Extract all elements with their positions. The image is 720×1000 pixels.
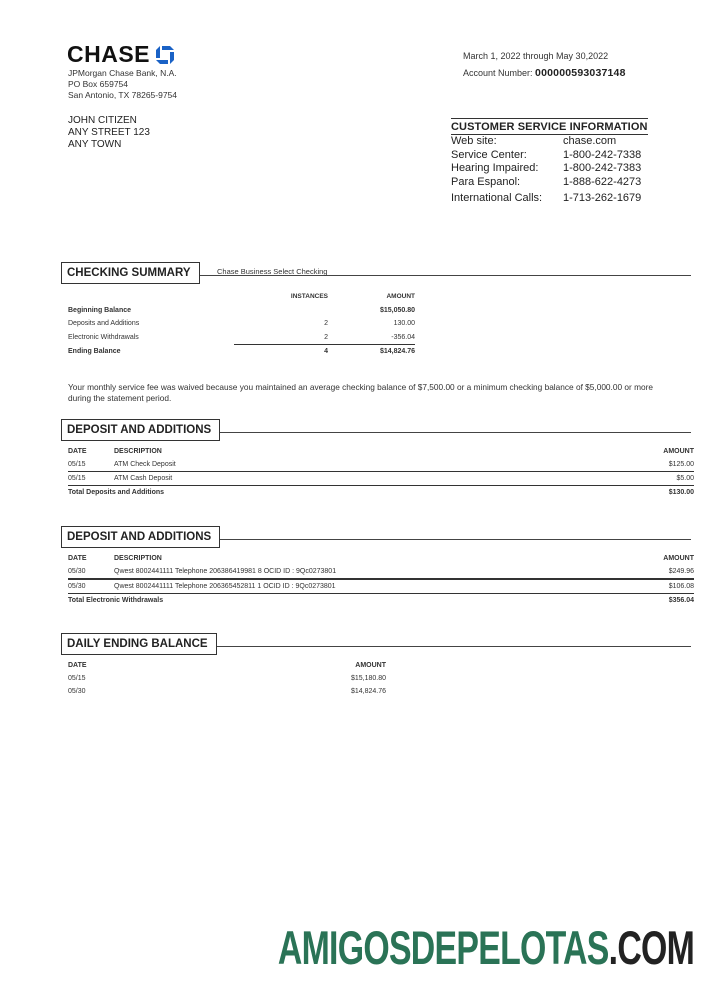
customer-service-info xyxy=(451,118,648,206)
row-label: Beginning Balance xyxy=(68,306,132,314)
row-date: 05/30 xyxy=(68,583,86,590)
watermark-suffix: .COM xyxy=(608,921,694,974)
row-amount: $15,050.80 xyxy=(379,306,415,314)
section-title: CHECKING SUMMARY xyxy=(61,262,200,284)
total-label: Total Electronic Withdrawals xyxy=(68,597,164,604)
row-amount: $15,180.80 xyxy=(350,675,386,682)
row-description: ATM Cash Deposit xyxy=(114,475,173,482)
withdrawals-table xyxy=(68,552,694,607)
table-row xyxy=(68,672,386,685)
deposits-header xyxy=(61,419,691,445)
table-header xyxy=(68,552,694,565)
table-row xyxy=(68,472,694,485)
row-date: 05/15 xyxy=(68,675,86,682)
table-row xyxy=(68,345,415,359)
table-row xyxy=(68,304,415,318)
customer-service-title: CUSTOMER SERVICE INFORMATION xyxy=(451,121,648,133)
cs-row-service-center xyxy=(451,149,648,163)
row-date: 05/30 xyxy=(68,688,86,695)
total-label: Total Deposits and Additions xyxy=(68,489,165,496)
deposits-table xyxy=(68,445,694,499)
cs-label: Service Center: xyxy=(451,148,527,161)
daily-balance-header xyxy=(61,633,691,659)
row-amount: $249.96 xyxy=(668,568,694,575)
row-amount: $5.00 xyxy=(676,475,694,482)
row-date: 05/30 xyxy=(68,568,86,575)
date-header: DATE xyxy=(68,555,87,562)
row-amount: $14,824.76 xyxy=(379,348,415,356)
row-instances: 2 xyxy=(324,320,328,328)
cs-value: 1-800-242-7338 xyxy=(563,148,642,161)
row-date: 05/15 xyxy=(68,461,86,468)
chase-octagon-icon xyxy=(155,45,175,65)
table-row xyxy=(68,317,415,331)
table-row xyxy=(68,565,694,578)
row-description: Qwest 8002441111 Telephone 206365452811 1 OCID ID : 9Qc0273801 xyxy=(114,583,336,590)
bank-city: San Antonio, TX 78265-9754 xyxy=(68,90,178,100)
statement-period: March 1, 2022 through May 30,2022 xyxy=(463,51,609,61)
bank-address xyxy=(68,68,177,101)
row-amount: -356.04 xyxy=(391,333,415,341)
table-row xyxy=(68,580,694,593)
row-amount: $106.08 xyxy=(668,583,694,590)
cs-row-website xyxy=(451,135,648,149)
total-amount: $130.00 xyxy=(668,489,694,496)
account-number-label: Account Number: xyxy=(463,68,533,78)
row-label: Electronic Withdrawals xyxy=(68,333,139,341)
fee-notice: Your monthly service fee was waived because you maintained an average checking balance of $7,500.00 or a minimum checking balance of $5,000.00 or more during the statement period. xyxy=(68,382,653,403)
chase-logo xyxy=(67,43,175,66)
daily-balance-table xyxy=(68,659,386,698)
section-title: DEPOSIT AND ADDITIONS xyxy=(61,419,220,441)
row-description: ATM Check Deposit xyxy=(114,461,176,468)
bank-name: JPMorgan Chase Bank, N.A. xyxy=(68,68,177,78)
total-row xyxy=(68,486,694,499)
table-header xyxy=(68,290,415,304)
customer-street: ANY STREET 123 xyxy=(68,127,150,138)
bank-po-box: PO Box 659754 xyxy=(68,79,129,89)
cs-row-international xyxy=(451,192,648,206)
checking-summary-table xyxy=(68,290,415,359)
row-amount: $14,824.76 xyxy=(350,688,386,695)
cs-value: 1-713-262-1679 xyxy=(563,192,642,204)
account-number-line xyxy=(463,67,626,79)
row-amount: $125.00 xyxy=(668,461,694,468)
logo-text: CHASE xyxy=(67,41,151,67)
amount-header: AMOUNT xyxy=(386,293,415,301)
row-instances: 2 xyxy=(324,333,328,341)
cs-label: Para Espanol: xyxy=(451,175,521,188)
row-date: 05/15 xyxy=(68,475,86,482)
amount-header: AMOUNT xyxy=(355,662,386,669)
description-header: DESCRIPTION xyxy=(114,448,162,455)
account-number: 000000593037148 xyxy=(535,67,626,79)
table-header xyxy=(68,445,694,458)
date-header: DATE xyxy=(68,448,87,455)
date-header: DATE xyxy=(68,662,87,669)
table-row xyxy=(68,458,694,471)
cs-value[interactable]: chase.com xyxy=(563,135,617,147)
cs-label: Hearing Impaired: xyxy=(451,162,539,174)
withdrawals-header xyxy=(61,526,691,552)
cs-value: 1-888-622-4273 xyxy=(563,175,642,188)
cs-row-para-espanol xyxy=(451,176,648,190)
row-instances: 4 xyxy=(324,348,328,356)
instances-header: INSTANCES xyxy=(290,293,328,301)
customer-name: JOHN CITIZEN xyxy=(68,115,137,126)
row-label: Ending Balance xyxy=(68,348,121,356)
section-title: DAILY ENDING BALANCE xyxy=(61,633,217,655)
amount-header: AMOUNT xyxy=(663,448,694,455)
description-header: DESCRIPTION xyxy=(114,555,162,562)
amount-header: AMOUNT xyxy=(663,555,694,562)
row-label: Deposits and Additions xyxy=(68,320,140,328)
watermark xyxy=(277,921,694,974)
total-amount: $356.04 xyxy=(668,597,694,604)
table-row xyxy=(68,331,415,345)
cs-value: 1-800-242-7383 xyxy=(563,162,642,174)
cs-label: International Calls: xyxy=(451,192,543,204)
row-amount: 130.00 xyxy=(393,320,415,328)
row-description: Qwest 8002441111 Telephone 206386419981 8 OCID ID : 9Qc0273801 xyxy=(114,568,337,575)
checking-summary-header xyxy=(61,262,691,288)
cs-label: Web site: xyxy=(451,135,497,147)
section-title: DEPOSIT AND ADDITIONS xyxy=(61,526,220,548)
cs-row-hearing-impaired xyxy=(451,162,648,176)
table-header xyxy=(68,659,386,672)
product-name: Chase Business Select Checking xyxy=(217,267,328,276)
customer-town: ANY TOWN xyxy=(68,139,122,150)
total-row xyxy=(68,594,694,607)
customer-address xyxy=(68,115,150,151)
table-row xyxy=(68,685,386,698)
watermark-main: AMIGOSDEPELOTAS xyxy=(277,921,609,974)
